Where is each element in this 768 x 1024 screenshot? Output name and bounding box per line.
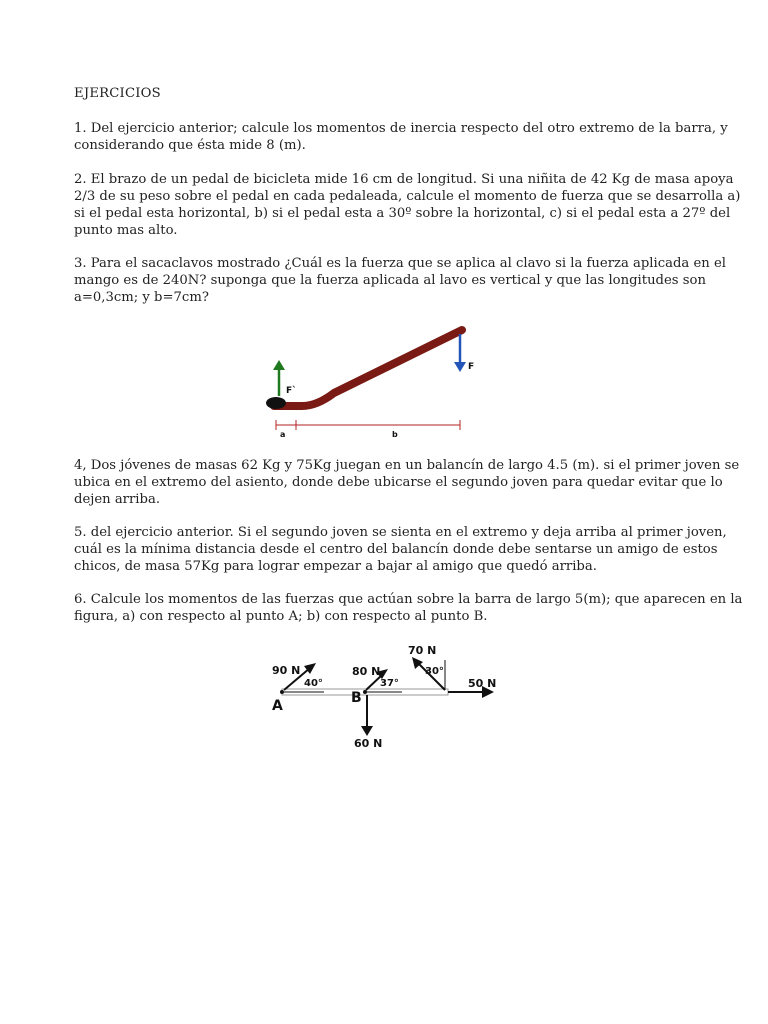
exercise-4: [74, 457, 740, 508]
exercise-3-line: 3. Para el sacaclavos mostrado ¿Cuál es la fuerza que se aplica al clavo si la fuerza aplicada en el: [74, 256, 727, 271]
angle-37-label: 37°: [380, 678, 399, 689]
force-label-right: F: [468, 362, 475, 372]
exercise-2-line: punto mas alto.: [74, 223, 178, 238]
point-a-label: A: [272, 698, 283, 714]
force-diagram-figure: [262, 638, 512, 756]
exercise-5-line: cuál es la mínima distancia desde el centro del balancín donde debe sentarse un amigo de estos: [74, 542, 718, 557]
force-60n-arrow-icon: [361, 695, 373, 736]
exercise-5-line: 5. del ejercicio anterior. Si el segundo joven se sienta en el extremo y deja arriba al primer joven,: [74, 525, 727, 540]
point-b-label: B: [351, 690, 362, 706]
force-90n-label: 90 N: [272, 664, 301, 677]
exercise-2-line: 2/3 de su peso sobre el pedal en cada pedaleada, calcule el momento de fuerza que se desarrolla a): [74, 189, 741, 204]
angle-30-label: 30°: [425, 666, 444, 677]
point-a-marker: [280, 690, 284, 694]
force-label-left: F`: [286, 386, 297, 396]
force-50n-label: 50 N: [468, 677, 497, 690]
exercise-3-line: mango es de 240N? suponga que la fuerza aplicada al lavo es vertical y que las longitudes son: [74, 273, 706, 288]
force-60n-label: 60 N: [354, 737, 383, 750]
exercise-2: [74, 171, 741, 239]
exercise-1-line: considerando que ésta mide 8 (m).: [74, 138, 306, 153]
nail-puller-figure: [262, 318, 482, 440]
exercise-6-line: figura, a) con respecto al punto A; b) con respecto al punto B.: [74, 609, 488, 624]
exercise-4-line: 4, Dos jóvenes de masas 62 Kg y 75Kg juegan en un balancín de largo 4.5 (m). si el primer joven se: [74, 458, 740, 473]
document-heading: EJERCICIOS: [74, 86, 161, 101]
dimension-label-b: b: [392, 430, 398, 439]
exercise-1: [74, 120, 728, 154]
dimension-label-a: a: [280, 430, 286, 439]
exercise-3-line: a=0,3cm; y b=7cm?: [74, 290, 209, 305]
force-arrow-down-icon: [454, 334, 466, 372]
force-arrow-up-icon: [273, 360, 285, 396]
exercise-1-line: 1. Del ejercicio anterior; calcule los momentos de inercia respecto del otro extremo de la barra, y: [74, 121, 728, 136]
exercise-2-line: si el pedal esta horizontal, b) si el pedal esta a 30º sobre la horizontal, c) si el pedal esta a 27º del: [74, 206, 731, 221]
exercise-2-line: 2. El brazo de un pedal de bicicleta mide 16 cm de longitud. Si una niñita de 42 Kg de masa apoya: [74, 172, 734, 187]
force-70n-label: 70 N: [408, 644, 437, 657]
exercise-4-line: dejen arriba.: [74, 492, 161, 507]
force-80n-label: 80 N: [352, 665, 381, 678]
nail-puller-claw: [266, 397, 286, 409]
exercise-6-line: 6. Calcule los momentos de las fuerzas que actúan sobre la barra de largo 5(m); que aparecen en la: [74, 592, 743, 607]
exercise-5: [74, 524, 727, 575]
exercise-4-line: ubica en el extremo del asiento, donde debe ubicarse el segundo joven para quedar evitar que lo: [74, 475, 723, 490]
exercise-5-line: chicos, de masa 57Kg para lograr empezar a bajar al amigo que quedó arriba.: [74, 559, 597, 574]
angle-40-label: 40°: [304, 678, 323, 689]
dimension-line: [276, 420, 460, 430]
exercise-3: [74, 255, 727, 306]
nail-puller-bar: [274, 330, 462, 406]
exercise-6: [74, 591, 743, 625]
